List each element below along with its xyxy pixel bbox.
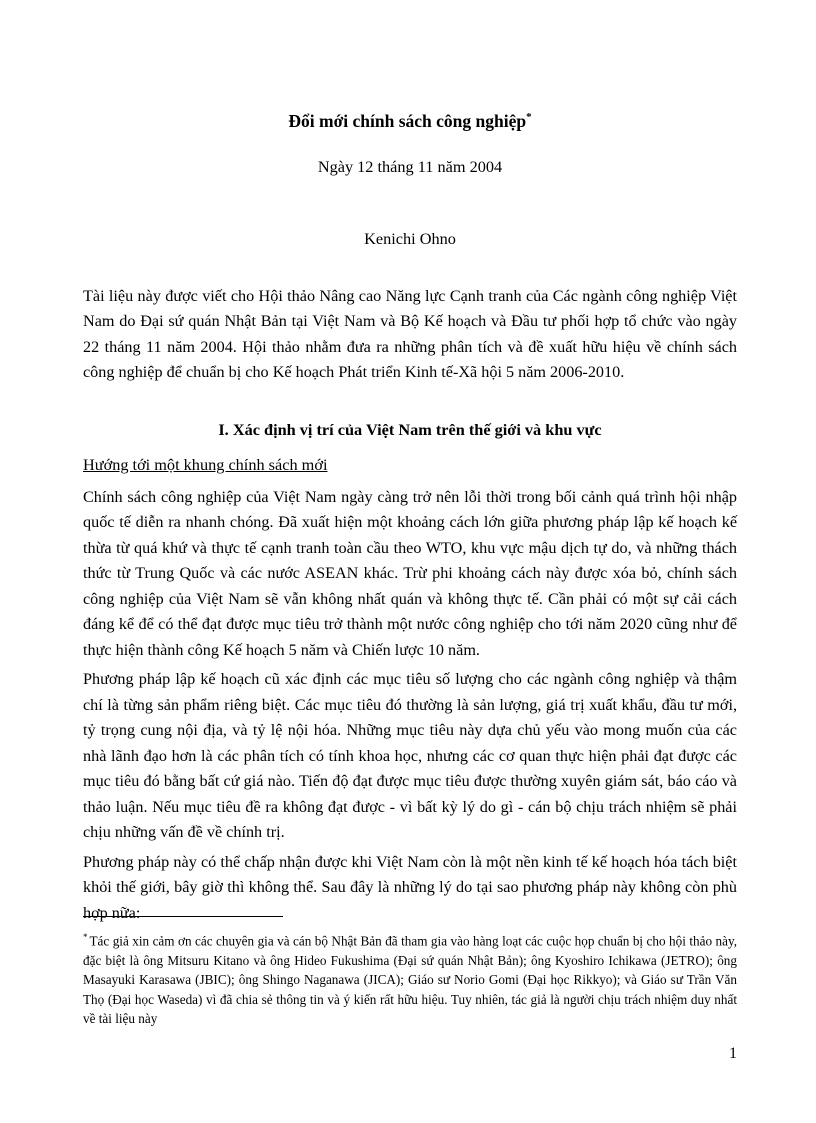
subsection-heading: Hướng tới một khung chính sách mới (83, 454, 328, 474)
body-paragraph: Phương pháp lập kế hoạch cũ xác định các mục tiêu số lượng cho các ngành công nghiệp và thậm chí là từng sản phẩm riêng biệt. Các mục tiêu đó thường là sản lượng, giá trị xuất khẩu, đầu tư mới, tỷ trọng cung nội địa, và tỷ lệ nội hóa. Những mục tiêu này dựa chủ yếu vào mong muốn của các nhà lãnh đạo hơn là các phân tích có tính khoa học, nhưng các cơ quan thực hiện phải đạt được các mục tiêu đó bằng bất cứ giá nào. Tiến độ đạt được mục tiêu được thường xuyên giám sát, báo cáo và thảo luận. Nếu mục tiêu đề ra không đạt được - vì bất kỳ lý do gì - cán bộ chịu trách nhiệm sẽ phải chịu những vấn đề về chính trị. (83, 670, 737, 842)
intro-paragraph: Tài liệu này được viết cho Hội thảo Nâng cao Năng lực Cạnh tranh của Các ngành công nghiệp Việt Nam do Đại sứ quán Nhật Bản tại Việt Nam và Bộ Kế hoạch và Đầu tư phối hợp tổ chức vào ngày 22 tháng 11 năm 2004. Hội thảo nhằm đưa ra những phân tích và đề xuất hữu hiệu về chính sách công nghiệp để chuẩn bị cho Kế hoạch Phát triển Kinh tế-Xã hội 5 năm 2006-2010. (83, 286, 737, 382)
section-heading: I. Xác định vị trí của Việt Nam trên thế giới và khu vực (218, 419, 602, 439)
footnote-text (83, 928, 737, 1028)
page-number: 1 (729, 1045, 737, 1062)
footnote-marker: * (83, 932, 88, 942)
document-author: Kenichi Ohno (364, 228, 456, 248)
body-paragraph: Chính sách công nghiệp của Việt Nam ngày càng trở nên lỗi thời trong bối cảnh quá trình hội nhập quốc tế diễn ra nhanh chóng. Đã xuất hiện một khoảng cách lớn giữa phương pháp lập kế hoạch kế thừa từ quá khứ và thực tế cạnh tranh toàn cầu theo WTO, khu vực mậu dịch tự do, và những thách thức từ Trung Quốc và các nước ASEAN khác. Trừ phi khoảng cách này được xóa bỏ, chính sách công nghiệp của Việt Nam sẽ vẫn không nhất quán và không thực tế. Cần phải có một sự cải cách đáng kể để có thể đạt được mục tiêu trở thành một nước công nghiệp cho tới năm 2020 cũng như để thực hiện thành công Kế hoạch 5 năm và Chiến lược 10 năm. (83, 487, 737, 659)
document-content (83, 0, 737, 926)
footnote-area (83, 916, 737, 1028)
title-footnote-marker: * (526, 111, 532, 123)
document-title (83, 104, 737, 134)
footnote-separator-line (83, 916, 283, 917)
footnote-body: Tác giả xin cảm ơn các chuyên gia và cán bộ Nhật Bản đã tham gia vào hàng loạt các cuộc họp chuẩn bị cho hội thảo này, đặc biệt là ông Mitsuru Kitano và ông Hideo Fukushima (Đại sứ quán Nhật Bản); ông Kyoshiro Ichikawa (JETRO); ông Masayuki Karasawa (JBIC); ông Shingo Naganawa (JICA); Giáo sư Norio Gomi (Đại học Rikkyo); và Giáo sư Trần Văn Thọ (Đại học Waseda) vì đã chia sẻ thông tin và ý kiến rất hữu hiệu. Tuy nhiên, tác giả là người chịu trách nhiệm duy nhất về tài liệu này (83, 933, 737, 1027)
document-date: Ngày 12 tháng 11 năm 2004 (317, 156, 503, 176)
document-title-text: Đổi mới chính sách công nghiệp (288, 110, 527, 131)
body-paragraph: Phương pháp này có thể chấp nhận được khi Việt Nam còn là một nền kinh tế kế hoạch hóa tách biệt khỏi thế giới, bây giờ thì không thể. Sau đây là những lý do tại sao phương pháp này không còn phù hợp nữa: (83, 852, 737, 922)
